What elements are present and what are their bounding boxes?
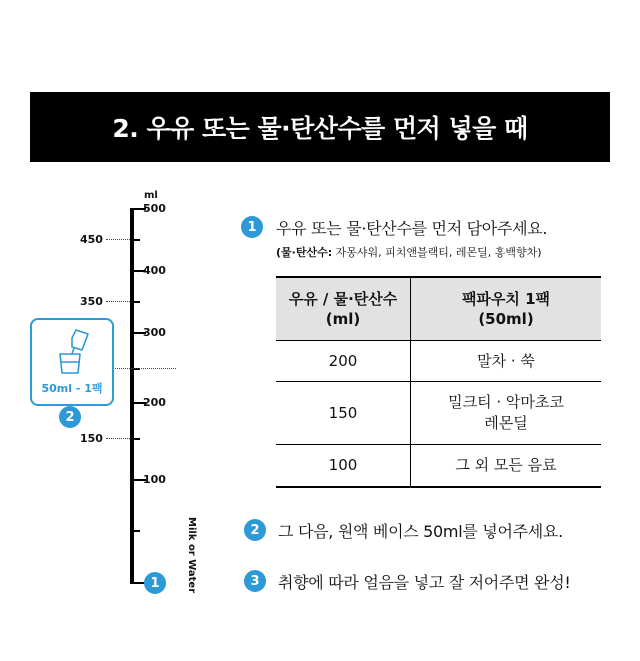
- tick-label-300: 300: [143, 326, 166, 339]
- step-3-badge: 3: [244, 570, 266, 592]
- row-amount: 150: [276, 382, 411, 445]
- side-label-350: 350: [80, 295, 103, 308]
- note-rest: 자몽샤워, 피치앤블랙티, 레몬딜, 홍백향차): [332, 246, 542, 259]
- header-pouch-text: 팩파우치 1팩 (50ml): [461, 290, 551, 328]
- pouch-pour-icon: [32, 320, 112, 380]
- row-amount: 200: [276, 341, 411, 382]
- dotted-mark-150: [106, 438, 130, 439]
- pouch-box: [30, 318, 114, 406]
- step-2-text: 그 다음, 원액 베이스 50ml를 넣어주세요.: [278, 522, 563, 541]
- step-badge-1: 1: [144, 572, 166, 594]
- row-flavors: 밀크티 · 악마초코 레몬딜: [411, 382, 602, 445]
- header-liquid: [276, 277, 411, 341]
- header-pouch: [411, 277, 602, 341]
- step-3-text: 취향에 따라 얼음을 넣고 잘 저어주면 완성!: [278, 573, 571, 592]
- dotted-mark-450: [106, 239, 130, 240]
- row-flavors: 말차 · 쑥: [411, 341, 602, 382]
- side-label-450: 450: [80, 233, 103, 246]
- step-1-note: [276, 244, 542, 260]
- tick-label-200: 200: [143, 396, 166, 409]
- step-2-badge: 2: [244, 519, 266, 541]
- page-title: 2. 우유 또는 물·탄산수를 먼저 넣을 때: [112, 114, 528, 143]
- step-badge-2: 2: [59, 406, 81, 428]
- side-label-150: 150: [80, 432, 103, 445]
- milk-or-water-label: Milk or Water: [186, 517, 197, 594]
- ratio-table: [276, 276, 601, 488]
- dotted-mark-350: [106, 301, 130, 302]
- tick-minor: [130, 530, 140, 532]
- tick-label-400: 400: [143, 264, 166, 277]
- dotted-mark-250: [112, 368, 176, 369]
- measuring-scale: [0, 0, 230, 661]
- step-1-badge: 1: [241, 216, 263, 238]
- step-1-text: 우유 또는 물·탄산수를 먼저 담아주세요.: [276, 219, 548, 238]
- tick-label-500: 500: [143, 202, 166, 215]
- tick-label-100: 100: [143, 473, 166, 486]
- tick-minor: [130, 438, 140, 440]
- pouch-amount-label: 50ml - 1팩: [41, 382, 103, 395]
- unit-label: ml: [144, 190, 158, 201]
- note-bold: (물·탄산수:: [276, 246, 333, 259]
- row-amount: 100: [276, 445, 411, 487]
- table-row: [276, 445, 601, 487]
- scale-bar: [130, 208, 134, 584]
- table-header-row: [276, 277, 601, 341]
- row-flavors: 그 외 모든 음료: [411, 445, 602, 487]
- tick-minor: [130, 239, 140, 241]
- table-row: [276, 341, 601, 382]
- tick-minor: [130, 301, 140, 303]
- header-liquid-text: 우유 / 물·탄산수 (ml): [288, 290, 398, 328]
- table-row: [276, 382, 601, 445]
